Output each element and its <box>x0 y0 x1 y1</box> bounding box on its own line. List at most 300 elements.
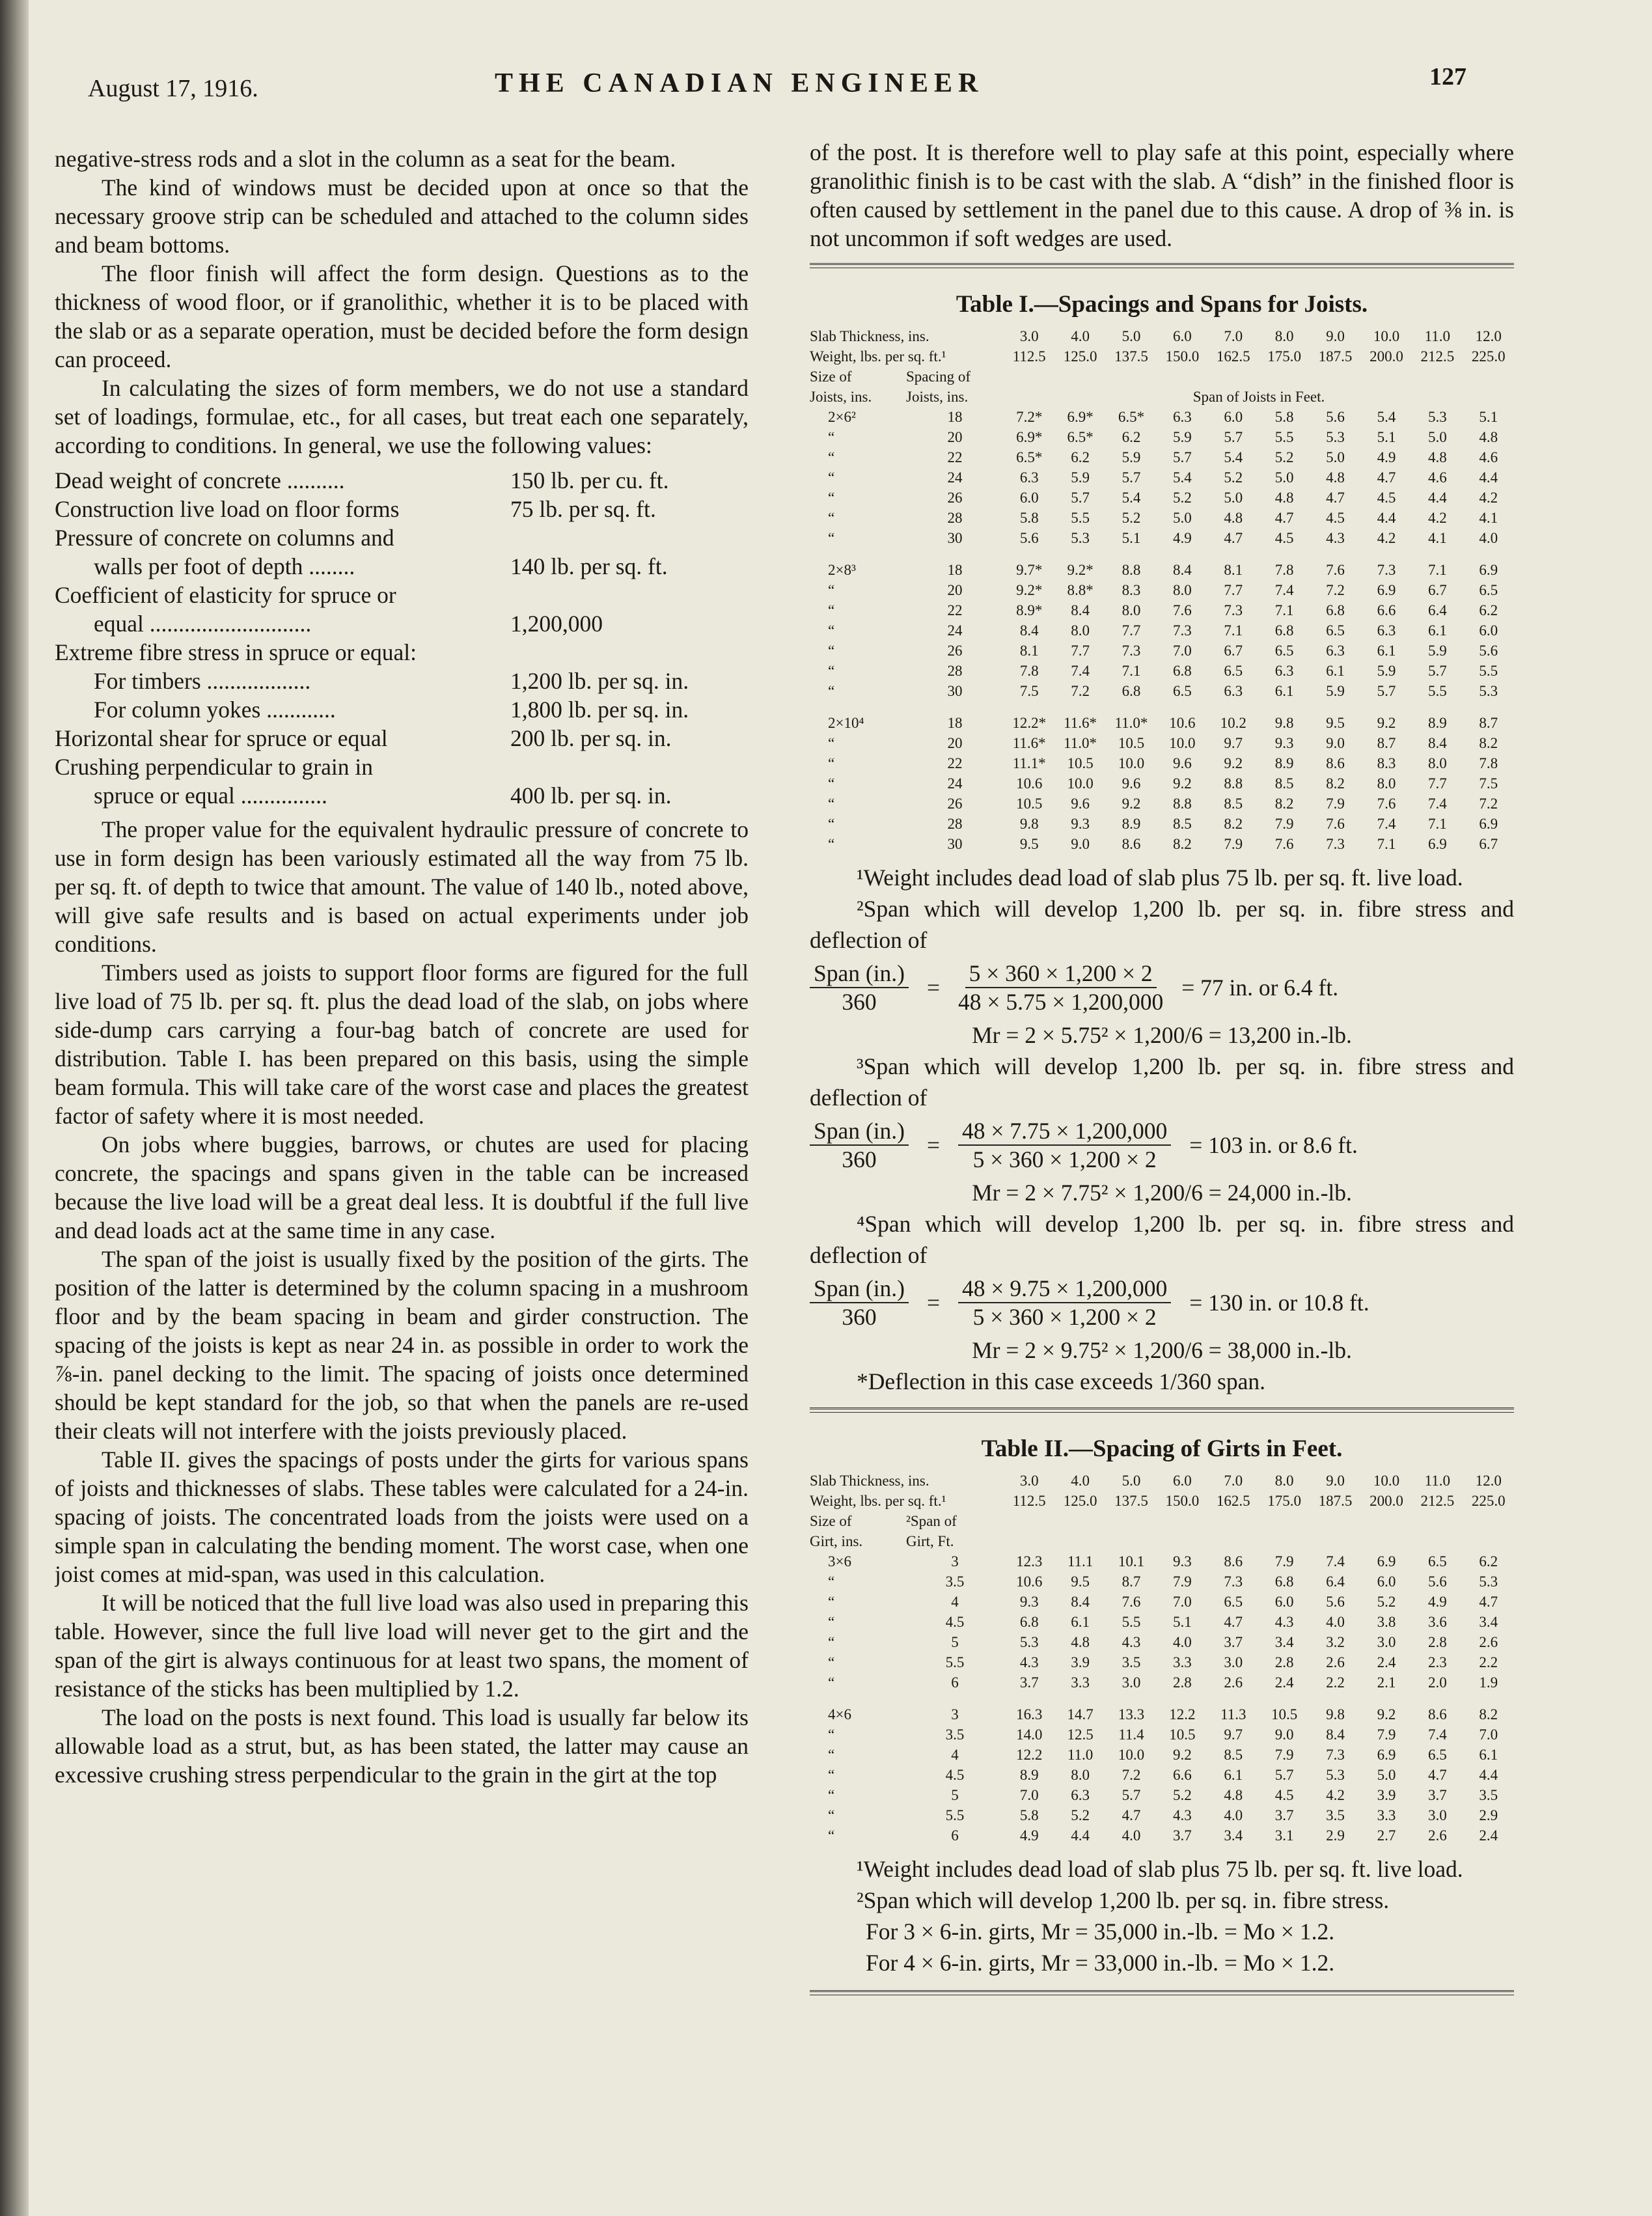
table-cell: 4.7 <box>1479 1594 1498 1610</box>
table-cell: 8.2 <box>1326 775 1345 792</box>
spacing-value: 3 <box>951 1706 959 1723</box>
table-cell: 5.4 <box>1224 449 1243 465</box>
table-cell: 2.2 <box>1326 1674 1345 1691</box>
table-cell: 8.5 <box>1274 775 1294 792</box>
table-cell: 9.2 <box>1377 1706 1396 1723</box>
table-row <box>810 447 1514 467</box>
table-cell: 7.3 <box>1377 562 1396 578</box>
table-header-row <box>810 1491 1514 1511</box>
table-cell: 8.0 <box>1071 1767 1090 1783</box>
table-cell: 7.7 <box>1122 622 1141 639</box>
table-group-gap <box>810 548 1514 560</box>
slab-weight: 212.5 <box>1420 348 1455 365</box>
footnote: ²Span which will develop 1,200 lb. per sq. in. fibre stress. <box>857 1887 1390 1913</box>
table-row <box>810 1551 1514 1572</box>
table-cell: 5.5 <box>1479 663 1498 679</box>
table-cell: 9.0 <box>1274 1726 1294 1743</box>
table-cell: 2.6 <box>1479 1634 1498 1650</box>
table-cell: 4.5 <box>1326 510 1345 526</box>
table-cell: 4.7 <box>1377 469 1396 486</box>
table-cell: 2.1 <box>1377 1674 1396 1691</box>
gap <box>810 548 1514 560</box>
table-cell: 2.6 <box>1326 1654 1345 1670</box>
table-cell: 9.8 <box>1274 715 1294 731</box>
table-cell: 8.5 <box>1224 1747 1243 1763</box>
table-cell: 6.1 <box>1224 1767 1243 1783</box>
moment-formula: Mr = 2 × 5.75² × 1,200/6 = 13,200 in.-lb. <box>972 1022 1352 1048</box>
spacing-value: 20 <box>947 429 963 445</box>
member-size: “ <box>828 1654 835 1670</box>
table-cell: 11.0* <box>1064 735 1097 751</box>
table-cell: 9.5 <box>1071 1573 1090 1590</box>
table-row <box>810 681 1514 701</box>
table-cell: 6.1 <box>1274 683 1294 699</box>
table-cell: 5.9 <box>1071 469 1090 486</box>
table-cell: 7.7 <box>1224 582 1243 598</box>
slab-thickness: 6.0 <box>1173 1473 1192 1489</box>
table-header-row <box>810 1511 1514 1531</box>
member-size: “ <box>828 663 835 679</box>
table-cell: 8.9 <box>1274 755 1294 771</box>
table-cell: 7.3 <box>1224 1573 1243 1590</box>
table-cell: 7.4 <box>1377 816 1396 832</box>
table-cell: 5.3 <box>1479 683 1498 699</box>
design-value-row <box>55 724 749 753</box>
table-cell: 2.0 <box>1427 1674 1447 1691</box>
table-cell: 3.2 <box>1326 1634 1345 1650</box>
table-cell: 5.2 <box>1173 490 1192 506</box>
table-cell: 8.2 <box>1224 816 1243 832</box>
table-cell: 4.5 <box>1274 530 1294 546</box>
table-cell: 5.9 <box>1122 449 1141 465</box>
paragraph: Timbers used as joists to support floor forms are figured for the full live load of 75 lb. per sq. ft. plus the dead load of the slab, on jobs where side-dump cars carrying a four-bag batch of concrete are used for distribution. Table I. has been prepared on this basis, using the simple beam formula. This will take care of the worst case and places the greatest factor of safety where it is most needed. <box>55 960 749 1129</box>
table-cell: 11.3 <box>1220 1706 1246 1723</box>
table-cell: 12.2 <box>1016 1747 1043 1763</box>
table-cell: 5.0 <box>1326 449 1345 465</box>
table-cell: 4.2 <box>1326 1787 1345 1803</box>
table-cell: 9.2 <box>1122 796 1141 812</box>
table-cell: 6.0 <box>1479 622 1498 639</box>
table-cell: 6.2 <box>1479 602 1498 618</box>
table-cell: 6.5 <box>1427 1553 1447 1570</box>
table-cell: 8.3 <box>1122 582 1141 598</box>
table-cell: 8.6 <box>1427 1706 1447 1723</box>
table-cell: 7.8 <box>1274 562 1294 578</box>
table-cell: 7.9 <box>1274 1747 1294 1763</box>
table-cell: 3.7 <box>1019 1674 1039 1691</box>
member-size: 3×6 <box>828 1553 851 1570</box>
table-cell: 6.7 <box>1427 582 1447 598</box>
table-cell: 11.4 <box>1118 1726 1144 1743</box>
table-cell: 7.1 <box>1224 622 1243 639</box>
member-size: “ <box>828 582 835 598</box>
table-cell: 4.8 <box>1224 510 1243 526</box>
table-row <box>810 488 1514 508</box>
table-cell: 8.4 <box>1071 1594 1090 1610</box>
table-cell: 7.4 <box>1427 1726 1447 1743</box>
slab-thickness: 6.0 <box>1173 328 1192 344</box>
table-row <box>810 1805 1514 1825</box>
footnote: ⁴Span which will develop 1,200 lb. per sq. in. fibre stress and deflection of <box>810 1211 1514 1268</box>
table-cell: 3.0 <box>1122 1674 1141 1691</box>
header-label: Size of <box>810 368 852 385</box>
table-cell: 2.6 <box>1427 1827 1447 1844</box>
spacing-value: 4 <box>951 1594 959 1610</box>
table-row <box>810 528 1514 548</box>
table-cell: 4.2 <box>1427 510 1447 526</box>
table-cell: 7.2 <box>1326 582 1345 598</box>
table-cell: 5.2 <box>1224 469 1243 486</box>
paragraph: of the post. It is therefore well to play safe at this point, especially where granolithic finish is to be cast with the slab. A “dish” in the finished floor is often caused by settlement in the panel due to this cause. A drop of ⅜ in. is not uncommon if soft wedges are used. <box>810 139 1514 251</box>
table-cell: 3.6 <box>1427 1614 1447 1630</box>
slab-weight: 175.0 <box>1267 1493 1302 1509</box>
table-cell: 4.3 <box>1326 530 1345 546</box>
spacing-value: 30 <box>947 530 963 546</box>
table-cell: 3.1 <box>1274 1827 1294 1844</box>
table-cell: 6.2 <box>1071 449 1090 465</box>
table-row <box>810 467 1514 488</box>
table-cell: 9.3 <box>1173 1553 1192 1570</box>
spacing-value: 5 <box>951 1787 959 1803</box>
table-cell: 7.7 <box>1427 775 1447 792</box>
design-value-label: Pressure of concrete on columns and <box>55 525 394 551</box>
table2-girt-spacing <box>810 1471 1514 1846</box>
member-size: “ <box>828 683 835 699</box>
table-cell: 6.6 <box>1377 602 1396 618</box>
table-cell: 6.0 <box>1224 409 1243 425</box>
table-row <box>810 1672 1514 1693</box>
table-cell: 8.0 <box>1427 755 1447 771</box>
table-cell: 7.6 <box>1173 602 1192 618</box>
table-cell: 6.6 <box>1173 1767 1192 1783</box>
slab-thickness: 4.0 <box>1071 1473 1090 1489</box>
table-cell: 9.2 <box>1173 775 1192 792</box>
table-cell: 5.2 <box>1173 1787 1192 1803</box>
footnote: *Deflection in this case exceeds 1/360 span. <box>857 1368 1265 1394</box>
table-cell: 5.6 <box>1479 643 1498 659</box>
eq-rhs-den: 5 × 360 × 1,200 × 2 <box>972 1304 1157 1330</box>
table-cell: 7.6 <box>1326 562 1345 578</box>
slab-thickness: 10.0 <box>1373 1473 1400 1489</box>
table-cell: 2.8 <box>1274 1654 1294 1670</box>
table-cell: 5.7 <box>1122 1787 1141 1803</box>
table-cell: 6.9 <box>1479 816 1498 832</box>
section-rule <box>810 1407 1514 1413</box>
member-size: “ <box>828 469 835 486</box>
slab-thickness: 11.0 <box>1424 1473 1451 1489</box>
member-size: “ <box>828 490 835 506</box>
slab-weight: 187.5 <box>1318 348 1353 365</box>
table-cell: 10.5 <box>1016 796 1043 812</box>
table2-title: Table II.—Spacing of Girts in Feet. <box>981 1435 1343 1462</box>
table-cell: 2.9 <box>1326 1827 1345 1844</box>
table-cell: 8.5 <box>1224 796 1243 812</box>
design-value-row <box>55 466 749 495</box>
table-cell: 10.0 <box>1118 755 1145 771</box>
table-cell: 8.8* <box>1067 582 1094 598</box>
design-value-label: Construction live load on floor forms <box>55 496 400 522</box>
table-cell: 4.6 <box>1427 469 1447 486</box>
table-header-row <box>810 1531 1514 1551</box>
table-row <box>810 753 1514 773</box>
table-cell: 4.0 <box>1122 1827 1141 1844</box>
table-cell: 7.4 <box>1274 582 1294 598</box>
spacing-value: 3.5 <box>945 1573 965 1590</box>
table-cell: 8.0 <box>1173 582 1192 598</box>
footnote: ³Span which will develop 1,200 lb. per sq. in. fibre stress and deflection of <box>810 1053 1514 1111</box>
slab-weight: 200.0 <box>1370 348 1403 365</box>
table-cell: 6.2 <box>1479 1553 1498 1570</box>
spacing-value: 26 <box>947 796 963 812</box>
table-cell: 2.8 <box>1427 1634 1447 1650</box>
spacing-value: 24 <box>947 775 963 792</box>
table-cell: 8.9 <box>1427 715 1447 731</box>
table-cell: 10.6 <box>1016 1573 1043 1590</box>
table-cell: 6.1 <box>1326 663 1345 679</box>
table-cell: 5.3 <box>1427 409 1447 425</box>
table-cell: 6.9 <box>1427 836 1447 852</box>
table-cell: 5.5 <box>1427 683 1447 699</box>
slab-thickness: 8.0 <box>1274 1473 1294 1489</box>
table-row <box>810 1652 1514 1672</box>
member-size: “ <box>828 1634 835 1650</box>
equation: $\frac{\text{Span (in.)}}{360}$ = $\frac{48 \times 7.75 \times 1,200,000}{5 \times 360 \times 1,200 \times 2}$ = 103 in. or 8.6 ft. <box>810 1117 1514 1173</box>
slab-thickness: 4.0 <box>1071 328 1090 344</box>
spacing-value: 18 <box>947 715 963 731</box>
slab-weight: 137.5 <box>1114 348 1148 365</box>
design-value-amount: 75 lb. per sq. ft. <box>510 496 656 522</box>
eq-result: = 130 in. or 10.8 ft. <box>1189 1290 1370 1316</box>
header-label: Size of <box>810 1513 852 1529</box>
header-label: Weight, lbs. per sq. ft.¹ <box>810 348 946 365</box>
table-cell: 9.3 <box>1071 816 1090 832</box>
header-label: Span of Joists in Feet. <box>1192 389 1325 405</box>
table-cell: 4.3 <box>1019 1654 1039 1670</box>
table-cell: 9.2* <box>1067 562 1094 578</box>
design-value-row <box>55 695 749 724</box>
table-cell: 6.5 <box>1326 622 1345 639</box>
table-row <box>810 1765 1514 1785</box>
table-cell: 4.4 <box>1479 1767 1498 1783</box>
table-cell: 10.0 <box>1067 775 1094 792</box>
table-cell: 6.9 <box>1377 582 1396 598</box>
eq-lhs-num: Span (in.) <box>810 960 909 988</box>
table-cell: 14.7 <box>1067 1706 1094 1723</box>
member-size: 2×8³ <box>828 562 856 578</box>
header-label: Slab Thickness, ins. <box>810 328 929 344</box>
member-size: “ <box>828 1827 835 1844</box>
table-cell: 10.6 <box>1016 775 1043 792</box>
table-cell: 5.4 <box>1377 409 1396 425</box>
design-value-amount: 150 lb. per cu. ft. <box>510 467 669 493</box>
header-label: Girt, ins. <box>810 1533 863 1549</box>
slab-weight: 187.5 <box>1318 1493 1353 1509</box>
gap <box>810 701 1514 713</box>
table-cell: 5.0 <box>1377 1767 1396 1783</box>
table-cell: 3.4 <box>1224 1827 1243 1844</box>
design-values-list <box>55 466 749 810</box>
paragraph: Table II. gives the spacings of posts under the girts for various spans of joists and thicknesses of slabs. These tables were calculated for a 24-in. spacing of joists. The concentrated loads from the joists were used on a simple span in calculating the bending moment. The worst case, when one joist comes at mid-span, was used in this calculation. <box>55 1447 749 1587</box>
section-rule <box>810 1990 1514 1995</box>
table-cell: 2.8 <box>1173 1674 1192 1691</box>
member-size: “ <box>828 449 835 465</box>
design-value-label: Dead weight of concrete .......... <box>55 467 345 493</box>
slab-weight: 112.5 <box>1012 348 1046 365</box>
spacing-value: 5.5 <box>945 1654 965 1670</box>
table-cell: 6.5 <box>1479 582 1498 598</box>
table-cell: 9.6 <box>1173 755 1192 771</box>
table-cell: 4.8 <box>1427 449 1447 465</box>
spacing-value: 30 <box>947 683 963 699</box>
table-cell: 10.6 <box>1169 715 1196 731</box>
table-cell: 7.3 <box>1173 622 1192 639</box>
slab-weight: 112.5 <box>1012 1493 1046 1509</box>
table-cell: 8.7 <box>1122 1573 1141 1590</box>
table-cell: 5.6 <box>1326 409 1345 425</box>
table-cell: 3.7 <box>1224 1634 1243 1650</box>
eq-lhs-num: Span (in.) <box>810 1117 909 1146</box>
slab-weight: 150.0 <box>1165 1493 1200 1509</box>
eq-result: = 77 in. or 6.4 ft. <box>1181 975 1339 1001</box>
table-cell: 11.1 <box>1067 1553 1094 1570</box>
spacing-value: 3.5 <box>945 1726 965 1743</box>
table-cell: 5.5 <box>1071 510 1090 526</box>
table-cell: 6.8 <box>1274 1573 1294 1590</box>
paragraph: negative-stress rods and a slot in the column as a seat for the beam. <box>55 146 676 172</box>
table-cell: 5.5 <box>1274 429 1294 445</box>
table-cell: 5.8 <box>1274 409 1294 425</box>
spacing-value: 26 <box>947 643 963 659</box>
table-cell: 5.9 <box>1427 643 1447 659</box>
table-row <box>810 1612 1514 1632</box>
design-value-label: Coefficient of elasticity for spruce or <box>55 582 396 608</box>
table-row <box>810 407 1514 427</box>
table-cell: 8.1 <box>1019 643 1039 659</box>
table-cell: 2.3 <box>1427 1654 1447 1670</box>
table-cell: 5.7 <box>1377 683 1396 699</box>
table-cell: 6.7 <box>1479 836 1498 852</box>
table-cell: 7.2 <box>1479 796 1498 812</box>
table-row <box>810 1785 1514 1805</box>
table-cell: 6.5 <box>1274 643 1294 659</box>
table-cell: 6.8 <box>1173 663 1192 679</box>
table-cell: 5.4 <box>1122 490 1141 506</box>
paragraph: The floor finish will affect the form design. Questions as to the thickness of wood floor, or if granolithic, whether it is to be placed with the slab or as a separate operation, must be decided before the form design can proceed. <box>55 260 749 372</box>
slab-thickness: 9.0 <box>1326 1473 1345 1489</box>
table-cell: 3.3 <box>1071 1674 1090 1691</box>
eq-rhs-num: 48 × 7.75 × 1,200,000 <box>958 1117 1171 1146</box>
table-row <box>810 1825 1514 1846</box>
header-label: Spacing of <box>906 368 971 385</box>
design-value-row <box>55 523 749 552</box>
table-cell: 4.2 <box>1377 530 1396 546</box>
table-cell: 4.4 <box>1071 1827 1090 1844</box>
table-cell: 5.3 <box>1019 1634 1039 1650</box>
table1-joist-spans <box>810 326 1514 854</box>
table-cell: 7.4 <box>1071 663 1090 679</box>
table-cell: 7.1 <box>1122 663 1141 679</box>
table-cell: 5.7 <box>1122 469 1141 486</box>
design-value-row <box>55 581 749 609</box>
table-cell: 3.7 <box>1274 1807 1294 1823</box>
table-cell: 11.6* <box>1012 735 1046 751</box>
slab-weight: 162.5 <box>1216 348 1250 365</box>
table-cell: 6.3 <box>1071 1787 1090 1803</box>
table-cell: 6.0 <box>1274 1594 1294 1610</box>
table-cell: 3.7 <box>1173 1827 1192 1844</box>
table-cell: 6.9* <box>1067 409 1094 425</box>
table-cell: 6.5 <box>1224 663 1243 679</box>
spacing-value: 18 <box>947 409 963 425</box>
table-cell: 3.0 <box>1427 1807 1447 1823</box>
slab-thickness: 7.0 <box>1224 1473 1243 1489</box>
table-cell: 11.1* <box>1012 755 1046 771</box>
running-header <box>0 63 1652 113</box>
table-cell: 8.1 <box>1224 562 1243 578</box>
table-cell: 9.8 <box>1019 816 1039 832</box>
table-cell: 6.8 <box>1274 622 1294 639</box>
table-row <box>810 580 1514 600</box>
table-cell: 4.3 <box>1274 1614 1294 1630</box>
table-row <box>810 661 1514 681</box>
paragraph: On jobs where buggies, barrows, or chutes are used for placing concrete, the spacings and spans given in the table can be increased because the live load will be a great deal less. It is doubtful if the full live and dead loads act at the same time in any case. <box>55 1131 749 1243</box>
table-row <box>810 794 1514 814</box>
table-cell: 11.6* <box>1064 715 1097 731</box>
table-cell: 8.9 <box>1122 816 1141 832</box>
table-cell: 5.1 <box>1479 409 1498 425</box>
spacing-value: 26 <box>947 490 963 506</box>
table-cell: 6.3 <box>1173 409 1192 425</box>
table-cell: 4.2 <box>1479 490 1498 506</box>
table-cell: 5.9 <box>1173 429 1192 445</box>
design-value-amount <box>510 638 749 667</box>
design-value-label: Horizontal shear for spruce or equal <box>55 725 388 751</box>
table-header-row <box>810 326 1514 346</box>
table-cell: 10.5 <box>1067 755 1094 771</box>
footnote: For 4 × 6-in. girts, Mr = 33,000 in.-lb. = Mo × 1.2. <box>866 1950 1335 1976</box>
table-cell: 8.2 <box>1479 1706 1498 1723</box>
table-cell: 9.7 <box>1224 735 1243 751</box>
spacing-value: 20 <box>947 582 963 598</box>
table-cell: 5.7 <box>1173 449 1192 465</box>
table-cell: 8.4 <box>1019 622 1039 639</box>
table-cell: 3.5 <box>1326 1807 1345 1823</box>
table-cell: 4.0 <box>1479 530 1498 546</box>
footnote: For 3 × 6-in. girts, Mr = 35,000 in.-lb. = Mo × 1.2. <box>866 1918 1335 1945</box>
slab-thickness: 8.0 <box>1274 328 1294 344</box>
table-cell: 6.9* <box>1016 429 1043 445</box>
table-cell: 5.7 <box>1071 490 1090 506</box>
table-cell: 6.9 <box>1479 562 1498 578</box>
table-cell: 3.3 <box>1173 1654 1192 1670</box>
spacing-value: 22 <box>947 449 963 465</box>
table-cell: 8.3 <box>1377 755 1396 771</box>
table-cell: 7.6 <box>1274 836 1294 852</box>
table-cell: 5.2 <box>1377 1594 1396 1610</box>
paragraph: The span of the joist is usually fixed by the position of the girts. The position of the latter is determined by the column spacing in a mushroom floor and by the beam spacing in beam and girder construction. The spacing of the joists is kept as near 24 in. as possible in order to work the ⅞-in. panel decking to the limit. The spacing of joists once determined should be kept standard for the job, so that when the panels are re-used their cleats will not interfere with the joists previously placed. <box>55 1246 749 1444</box>
table-cell: 2.4 <box>1377 1654 1396 1670</box>
table-cell: 8.0 <box>1071 622 1090 639</box>
member-size: “ <box>828 1674 835 1691</box>
table-row <box>810 1592 1514 1612</box>
table-cell: 9.2 <box>1173 1747 1192 1763</box>
table-cell: 4.0 <box>1326 1614 1345 1630</box>
table-cell: 8.7 <box>1377 735 1396 751</box>
table-cell: 6.5* <box>1067 429 1094 445</box>
table-row <box>810 427 1514 447</box>
table-cell: 5.2 <box>1274 449 1294 465</box>
eq-lhs-den: 360 <box>842 1304 877 1330</box>
